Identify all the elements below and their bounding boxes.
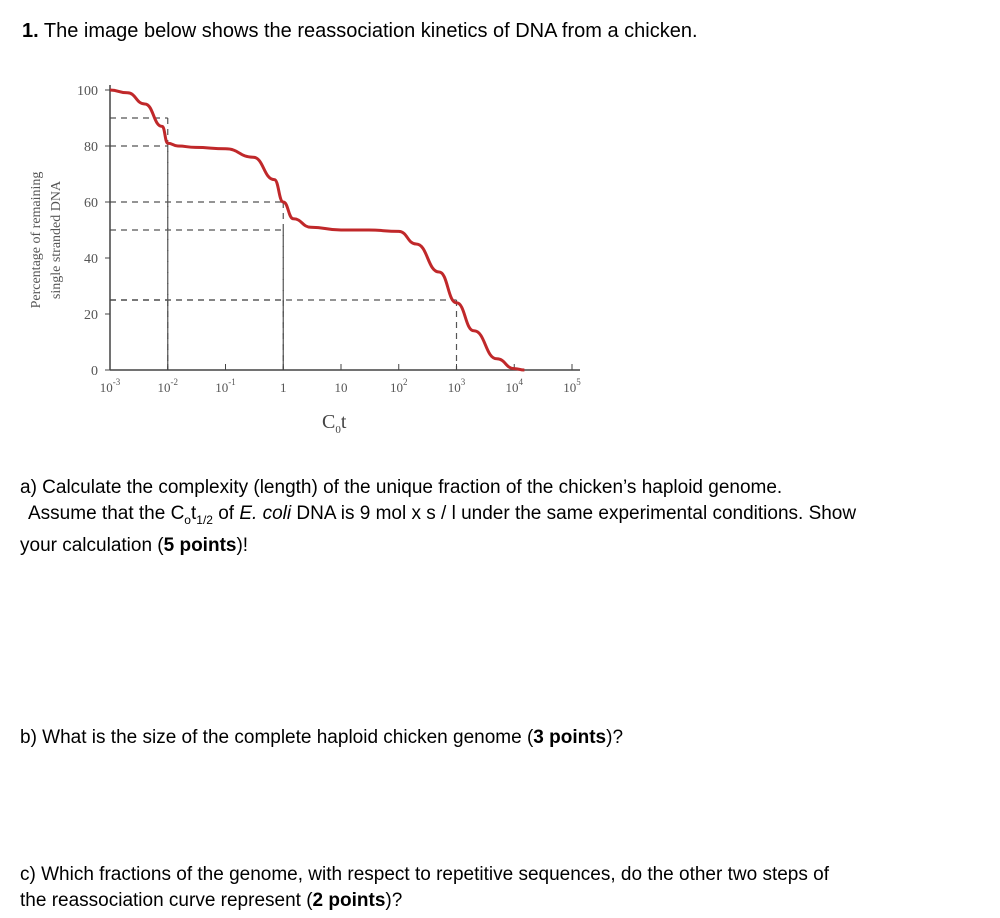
part-a-sub-o: o [184, 512, 191, 527]
x-tick-label: $10^{-3}$ [99, 377, 121, 395]
reassociation-curve [110, 90, 524, 370]
part-a-line2-post: DNA is 9 mol x s / l under the same experimental conditions. Show [291, 503, 857, 524]
x-tick-label: $10^{-1}$ [215, 377, 236, 395]
part-b-post: )? [606, 727, 624, 748]
part-a-line1: a) Calculate the complexity (length) of the unique fraction of the chicken’s haploid genome. [20, 477, 783, 498]
part-c-line1: c) Which fractions of the genome, with respect to repetitive sequences, do the other two steps of [20, 864, 829, 885]
part-b [20, 725, 623, 751]
part-a-t: t [190, 503, 197, 524]
guide-lines [110, 118, 457, 370]
part-c-line2 [20, 888, 980, 914]
question-number: 1. [22, 20, 39, 42]
part-a-line3-post: )! [236, 534, 249, 556]
axes [110, 85, 580, 370]
part-b-pre: b) What is the size of the complete haploid chicken genome ( [20, 727, 534, 748]
y-tick-label: 40 [84, 252, 98, 267]
y-tick-label: 20 [84, 308, 98, 323]
part-a-line3 [20, 533, 995, 559]
part-a-line2 [20, 501, 995, 533]
question-heading [22, 20, 698, 43]
x-tick-label: $10^2$ [390, 377, 408, 395]
y-axis-label-line2: single stranded DNA [49, 180, 64, 300]
x-tick-label: 10 [334, 380, 348, 395]
x-tick-label: $10^4$ [505, 377, 523, 395]
part-a-line2-pre: Assume that the C [28, 503, 185, 524]
part-c-line2-post: )? [385, 890, 403, 911]
y-tick-label: 0 [91, 364, 98, 379]
y-axis-label [29, 172, 64, 309]
x-tick-label: 1 [280, 380, 287, 395]
reassociation-chart [0, 70, 600, 450]
question-text: The image below shows the reassociation kinetics of DNA from a chicken. [43, 20, 698, 42]
y-ticks [77, 84, 110, 379]
x-axis-label: $C_0t$ [322, 411, 347, 436]
part-a-points: 5 points [163, 534, 237, 556]
y-tick-label: 80 [84, 140, 98, 155]
part-a-organism: E. coli [239, 503, 292, 524]
x-tick-label: $10^{-2}$ [157, 377, 178, 395]
part-a-line3-pre: your calculation ( [20, 534, 164, 556]
part-c [20, 862, 980, 914]
y-tick-label: 60 [84, 196, 98, 211]
part-c-points: 2 points [312, 890, 386, 911]
y-axis-label-line1: Percentage of remaining [29, 171, 44, 309]
x-tick-label: $10^5$ [563, 377, 581, 395]
x-ticks [100, 364, 582, 395]
chart-svg [0, 70, 600, 450]
y-tick-label: 100 [77, 84, 98, 99]
part-b-points: 3 points [533, 727, 607, 748]
part-c-line2-pre: the reassociation curve represent ( [20, 890, 313, 911]
part-a-line2-mid: of [212, 503, 240, 524]
part-a-sub-half: 1/2 [196, 512, 213, 527]
part-a [20, 475, 995, 559]
x-tick-label: $10^3$ [447, 377, 466, 395]
